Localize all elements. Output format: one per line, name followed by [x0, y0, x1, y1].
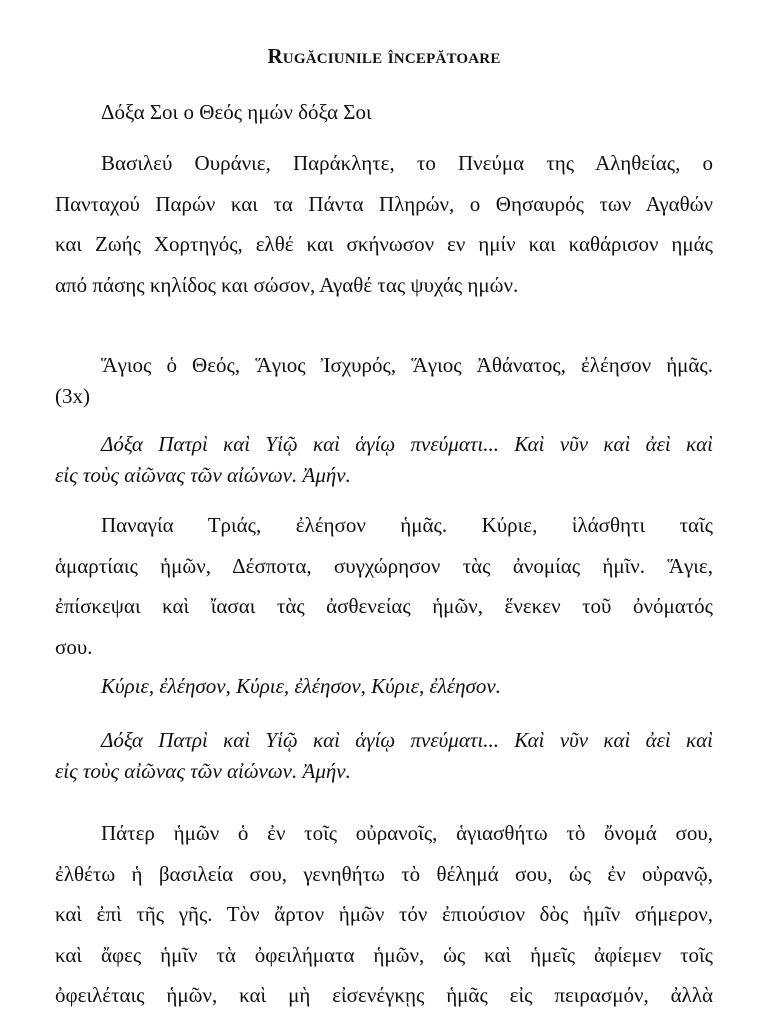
paragraph-vasilef-ouranie — [55, 143, 713, 305]
text-line: Βασιλεύ Ουράνιε, Παράκλητε, το Πνεύμα της Αληθείας, ο — [101, 151, 713, 175]
paragraph-doxa-soi — [55, 92, 713, 133]
text-line: ἐλθέτω ἡ βασιλεία σου, γενηθήτω τὸ θέλημά σου, ὡς ἐν οὐρανῷ, — [55, 861, 713, 886]
text-line: καὶ ἐπὶ τῆς γῆς. Τὸν ἄρτον ἡμῶν τόν ἐπιούσιον δὸς ἡμῖν σήμερον, — [55, 902, 713, 926]
text-line: Δόξα Πατρὶ καὶ Υἱῷ καὶ ἁγίῳ πνεύματι... Καὶ νῦν καὶ ἀεὶ καὶ — [101, 432, 713, 456]
document-title: Rugăciunile începătoare — [267, 44, 501, 68]
text-line: από πάσης κηλίδος και σώσον, Αγαθέ τας ψυχάς ημών. — [55, 272, 519, 297]
text-line: (3x) — [55, 384, 90, 408]
text-line: Παναγία Τριάς, ἐλέησον ἡμᾶς. Κύριε, ἱλάσθητι ταῖς — [101, 513, 713, 537]
text-line: καὶ ἄφες ἡμῖν τὰ ὀφειλήματα ἡμῶν, ὡς καὶ ἡμεῖς ἀφίεμεν τοῖς — [55, 942, 713, 967]
text-line: Πανταχού Παρών και τα Πάντα Πληρών, ο Θησαυρός των Αγαθών — [55, 191, 713, 216]
text-line: εἰς τοὺς αἰῶνας τῶν αἰώνων. Ἀμήν. — [55, 463, 351, 487]
paragraph-doxa-patri-1 — [55, 429, 713, 491]
text-line: Κύριε, ἐλέησον, Κύριε, ἐλέησον, Κύριε, ἐλέησον. — [101, 674, 501, 698]
paragraph-doxa-patri-2 — [55, 725, 713, 787]
text-line: Ἅγιος ὁ Θεός, Ἅγιος Ἰσχυρός, Ἅγιος Ἀθάνατος, ἐλέησον ἡμᾶς. — [101, 353, 713, 377]
paragraph-panagia-trias — [55, 505, 713, 667]
text-line: Δόξα Σοι ο Θεός ημών δόξα Σοι — [101, 100, 372, 124]
text-line: σου. — [55, 634, 93, 659]
text-line: Πάτερ ἡμῶν ὁ ἐν τοῖς οὐρανοῖς, ἁγιασθήτω τὸ ὄνομά σου, — [101, 821, 713, 845]
text-line: ἁμαρτίαις ἡμῶν, Δέσποτα, συγχώρησον τὰς ἀνομίας ἡμῖν. Ἅγιε, — [55, 553, 713, 578]
paragraph-kyrie-eleison — [55, 671, 713, 702]
text-line: Δόξα Πατρὶ καὶ Υἱῷ καὶ ἁγίῳ πνεύματι... Καὶ νῦν καὶ ἀεὶ καὶ — [101, 728, 713, 752]
text-line: και Ζωής Χορτηγός, ελθέ και σκήνωσον εν ημίν και καθάρισον ημάς — [55, 232, 713, 256]
text-line: ὀφειλέταις ἡμῶν, καὶ μὴ εἰσενέγκῃς ἡμᾶς εἰς πειρασμόν, ἀλλὰ — [55, 983, 713, 1007]
text-line: ἐπίσκεψαι καὶ ἴασαι τὰς ἀσθενείας ἡμῶν, ἕνεκεν τοῦ ὀνόματός — [55, 594, 713, 618]
paragraph-pater-imon — [55, 813, 713, 1016]
paragraph-agios-o-theos — [55, 350, 713, 412]
text-line: εἰς τοὺς αἰῶνας τῶν αἰώνων. Ἀμήν. — [55, 759, 351, 783]
